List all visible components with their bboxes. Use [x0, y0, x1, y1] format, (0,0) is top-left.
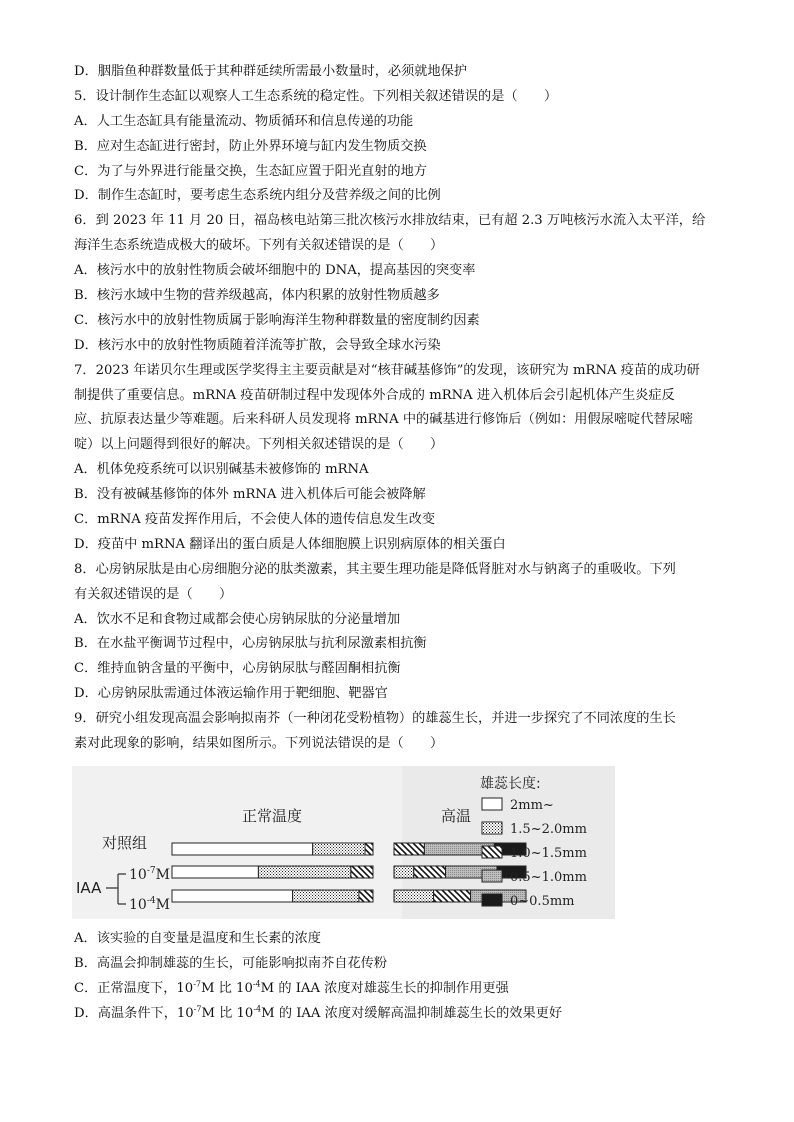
- q9-option-c-exp1: -7: [193, 979, 201, 989]
- q9-option-b: B．高温会抑制雄蕊的生长，可能影响拟南芥自花传粉: [74, 955, 388, 971]
- q8-option-d: D．心房钠尿肽需通过体液运输作用于靶细胞、靶器官: [74, 686, 388, 702]
- bar-normal-row2-d15: [258, 866, 351, 878]
- q9-option-d-exp1: -7: [193, 1004, 202, 1014]
- legend-label-d05: 0.5~1.0mm: [510, 870, 587, 885]
- q9-option-d-post: M 的 IAA 浓度对缓解高温抑制雄蕊生长的效果更好: [261, 1005, 563, 1021]
- q7-option-a: A．机体免疫系统可以识别碱基未被修饰的 mRNA: [74, 462, 369, 478]
- bar-normal-row1-gt2: [172, 843, 313, 855]
- q9-option-c-mid: M 比 10: [200, 980, 253, 996]
- legend-swatch-d15: [482, 822, 502, 834]
- q7-stem-line-1: 7．2023 年诺贝尔生理或医学奖得主主要贡献是对“核苷碱基修饰”的发现，该研究为 mRNA 疫苗的成功研: [74, 362, 700, 378]
- q8-option-c: C．维持血钠含量的平衡中，心房钠尿肽与醛固酮相抗衡: [74, 661, 401, 677]
- question-9-options: [74, 927, 734, 1027]
- bar-normal-row3-gt2: [172, 890, 293, 902]
- q8-option-b: B．在水盐平衡调节过程中，心房钠尿肽与抗利尿激素相抗衡: [74, 636, 427, 652]
- question-7: [74, 359, 734, 558]
- q9-option-d-exp2: -4: [253, 1004, 262, 1014]
- bar-normal-row1-d15: [313, 843, 365, 855]
- q5-stem: 5．设计制作生态缸以观察人工生态系统的稳定性。下列相关叙述错误的是（ ）: [74, 88, 558, 104]
- q6-stem-line-2: 海洋生态系统造成极大的破坏。下列有关叙述错误的是（ ）: [74, 238, 444, 254]
- legend-label-d15: 1.5~2.0mm: [510, 822, 587, 837]
- bar-normal-row3-d10: [359, 890, 373, 902]
- q6-stem-line-1: 6．到 2023 年 11 月 20 日，福岛核电站第三批次核污水排放结束，已有超 2.3 万吨核污水流入太平洋，给: [74, 213, 706, 229]
- legend-swatch-d10: [482, 846, 502, 858]
- q9-option-a: A．该实验的自变量是温度和生长素的浓度: [74, 931, 321, 946]
- q6-option-b: B．核污水域中生物的营养级越高，体内积累的放射性物质越多: [74, 288, 440, 304]
- legend-swatch-d00: [482, 894, 502, 906]
- legend-swatch-d05: [482, 870, 502, 882]
- q9-option-c-exp2: -4: [252, 979, 261, 989]
- question-9-stem: [74, 707, 734, 757]
- header-normal-temp: 正常温度: [241, 807, 303, 825]
- q6-option-a: A．核污水中的放射性物质会破坏细胞中的 DNA，提高基因的突变率: [74, 263, 476, 279]
- q9-figure: [72, 766, 615, 919]
- q7-stem-line-3: 应、抗原表达量少等难题。后来科研人员发现将 mRNA 中的碱基进行修饰后（例如：用假尿嘧啶代替尿嘧: [74, 412, 693, 428]
- bar-high-row2-d10: [414, 866, 446, 878]
- q7-option-c: C．mRNA 疫苗发挥作用后，不会使人体的遗传信息发生改变: [74, 512, 436, 528]
- q5-option-b: B．应对生态缸进行密封，防止外界环境与缸内发生物质交换: [74, 138, 427, 154]
- q9-option-d-pre: D．高温条件下，10: [74, 1005, 194, 1021]
- stamen-length-chart: [72, 766, 615, 919]
- question-6: [74, 209, 734, 358]
- question-8: [74, 558, 734, 707]
- q5-option-d: D．制作生态缸时，要考虑生态系统内组分及营养级之间的比例: [74, 188, 441, 204]
- row-label-iaa: IAA: [76, 879, 102, 897]
- bar-high-row2-d15: [394, 866, 414, 878]
- q7-stem-line-2: 制提供了重要信息。mRNA 疫苗研制过程中发现体外合成的 mRNA 进入机体后会引起机体产生炎症反: [74, 387, 675, 403]
- q9-stem-line-1: 9．研究小组发现高温会影响拟南芥（一种闭花受粉植物）的雄蕊生长，并进一步探究了不同浓度的生长: [74, 711, 676, 727]
- bar-high-row3-d10: [434, 890, 471, 902]
- q9-option-c-pre: C．正常温度下，10: [74, 980, 194, 996]
- legend-label-d00: 0~0.5mm: [510, 894, 575, 909]
- legend-title: 雄蕊长度:: [480, 776, 541, 792]
- q8-stem-line-1: 8．心房钠尿肽是由心房细胞分泌的肽类激素，其主要生理功能是降低肾脏对水与钠离子的重吸收。下列: [74, 561, 676, 577]
- q5-option-a: A．人工生态缸具有能量流动、物质循环和信息传递的功能: [74, 113, 414, 129]
- q5-option-c: C．为了与外界进行能量交换，生态缸应置于阳光直射的地方: [74, 163, 427, 179]
- conc-label-low: $10^{-7}M$: [129, 866, 170, 883]
- q9-stem-line-2: 素对此现象的影响，结果如图所示。下列说法错误的是（ ）: [74, 736, 444, 752]
- question-5: [74, 85, 734, 209]
- bar-normal-row2-d10: [351, 866, 373, 878]
- q9-option-d-mid: M 比 10: [201, 1005, 254, 1021]
- q4-option-d: D．胭脂鱼种群数量低于其种群延续所需最小数量时，必须就地保护: [74, 64, 468, 79]
- header-high-temp: 高温: [440, 807, 472, 825]
- bar-normal-row3-d15: [293, 890, 359, 902]
- legend-swatch-gt2: [482, 798, 502, 810]
- conc-label-high: $10^{-4}M$: [129, 896, 170, 913]
- row-label-control: 对照组: [102, 834, 148, 852]
- legend-label-gt2: 2mm~: [510, 798, 554, 813]
- q6-option-c: C．核污水中的放射性物质属于影响海洋生物种群数量的密度制约因素: [74, 312, 480, 328]
- bar-group: [172, 843, 526, 902]
- q6-option-d: D．核污水中的放射性物质随着洋流等扩散，会导致全球水污染: [74, 337, 441, 353]
- q8-option-a: A．饮水不足和食物过咸都会使心房钠尿肽的分泌量增加: [74, 611, 401, 627]
- q7-option-d: D．疫苗中 mRNA 翻译出的蛋白质是人体细胞膜上识别病原体的相关蛋白: [74, 536, 506, 552]
- bar-high-row1-d10: [394, 843, 424, 855]
- q8-stem-line-2: 有关叙述错误的是（ ）: [74, 586, 233, 602]
- legend-label-d10: 1.0~1.5mm: [510, 846, 587, 861]
- q9-option-c: [74, 977, 734, 1002]
- bar-high-row3-d15: [394, 890, 434, 902]
- bar-normal-row2-gt2: [172, 866, 258, 878]
- bar-normal-row1-d10: [365, 843, 373, 855]
- q7-option-b: B．没有被碱基修饰的体外 mRNA 进入机体后可能会被降解: [74, 487, 426, 503]
- exam-page: [74, 60, 734, 757]
- q9-option-c-post: M 的 IAA 浓度对雄蕊生长的抑制作用更强: [260, 980, 509, 996]
- q9-option-d: [74, 1002, 734, 1027]
- q7-stem-line-4: 啶）以上问题得到很好的解决。下列相关叙述错误的是（ ）: [74, 437, 444, 453]
